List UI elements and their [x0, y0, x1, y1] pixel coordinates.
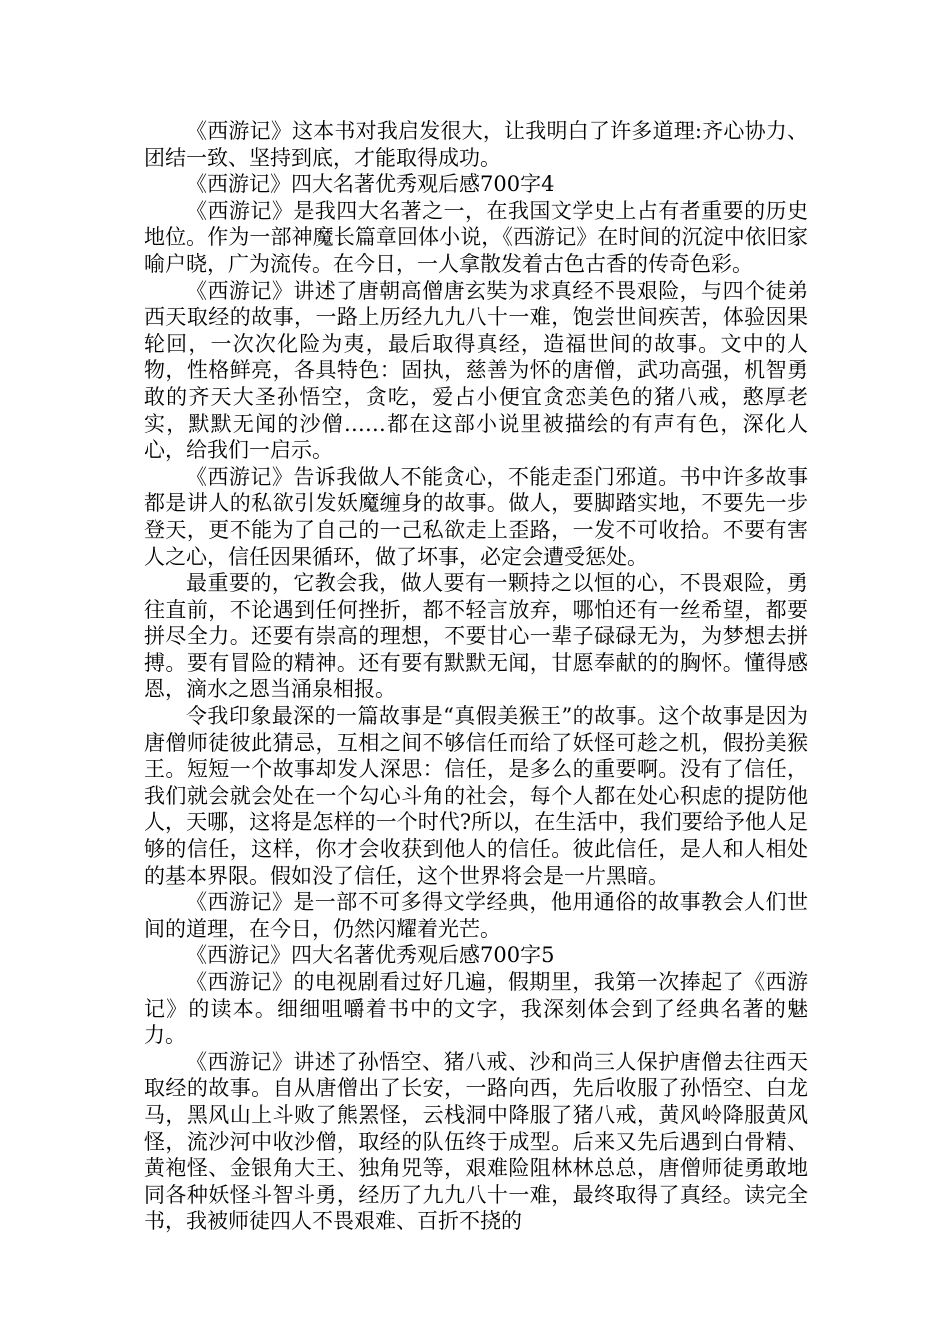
paragraph: 《西游记》讲述了唐朝高僧唐玄奘为求真经不畏艰险，与四个徒弟西天取经的故事，一路上历经九九八十一难，饱尝世间疾苦，体验因果轮回，一次次化险为夷，最后取得真经，造福世间的故事。文中的人物，性格鲜亮，各具特色：固执，慈善为怀的唐僧，武功高强，机智勇敢的齐天大圣孙悟空，贪吃，爱占小便宜贪恋美色的猪八戒，憨厚老实，默默无闻的沙僧……都在这部小说里被描绘的有声有色，深化人心，给我们一启示。 — [144, 278, 808, 463]
section-heading: 《西游记》四大名著优秀观后感700字4 — [186, 172, 555, 197]
paragraph: 《西游记》告诉我做人不能贪心，不能走歪门邪道。书中许多故事都是讲人的私欲引发妖魔缠身的故事。做人，要脚踏实地，不要先一步登天，更不能为了自己的一己私欲走上歪路，一发不可收拾。不要有害人之心，信任因果循环，做了坏事，必定会遭受惩处。 — [144, 464, 808, 569]
paragraph: 《西游记》是我四大名著之一，在我国文学史上占有者重要的历史地位。作为一部神魔长篇章回体小说，《西游记》在时间的沉淀中依旧家喻户晓，广为流传。在今日，一人拿散发着古色古香的传奇色彩。 — [144, 198, 808, 276]
paragraph: 《西游记》讲述了孙悟空、猪八戒、沙和尚三人保护唐僧去往西天取经的故事。自从唐僧出了长安，一路向西，先后收服了孙悟空、白龙马，黑风山上斗败了熊罴怪，云栈洞中降服了猪八戒，黄风岭降服黄风怪，流沙河中收沙僧，取经的队伍终于成型。后来又先后遇到白骨精、黄袍怪、金银角大王、独角兕等，艰难险阻林林总总，唐僧师徒勇敢地同各种妖怪斗智斗勇，经历了九九八十一难，最终取得了真经。读完全书，我被师徒四人不畏艰难、百折不挠的 — [144, 1049, 808, 1234]
paragraph: 《西游记》是一部不可多得文学经典，他用通俗的故事教会人们世间的道理，在今日，仍然闪耀着光芒。 — [144, 890, 808, 941]
paragraph: 《西游记》的电视剧看过好几遍，假期里，我第一次捧起了《西游记》的读本。细细咀嚼着书中的文字，我深刻体会到了经典名著的魅力。 — [144, 970, 808, 1048]
document-page — [144, 118, 808, 1235]
section-heading: 《西游记》四大名著优秀观后感700字5 — [186, 943, 555, 968]
paragraph: 《西游记》这本书对我启发很大，让我明白了许多道理:齐心协力、团结一致、坚持到底，才能取得成功。 — [144, 119, 808, 170]
paragraph: 最重要的，它教会我，做人要有一颗持之以恒的心，不畏艰险，勇往直前，不论遇到任何挫折，都不轻言放弃，哪怕还有一丝希望，都要拼尽全力。还要有崇高的理想，不要甘心一辈子碌碌无为，为梦想去拼搏。要有冒险的精神。还有要有默默无闻，甘愿奉献的的胸怀。懂得感恩，滴水之恩当涌泉相报。 — [144, 571, 808, 702]
paragraph: 令我印象最深的一篇故事是“真假美猴王”的故事。这个故事是因为唐僧师徒彼此猜忌，互相之间不够信任而给了妖怪可趁之机，假扮美猴王。短短一个故事却发人深思：信任，是多么的重要啊。没有了信任，我们就会就会处在一个勾心斗角的社会，每个人都在处心积虑的提防他人，天哪，这将是怎样的一个时代?所以，在生活中，我们要给予他人足够的信任，这样，你才会收获到他人的信任。彼此信任，是人和人相处的基本界限。假如没了信任，这个世界将会是一片黑暗。 — [144, 704, 808, 888]
